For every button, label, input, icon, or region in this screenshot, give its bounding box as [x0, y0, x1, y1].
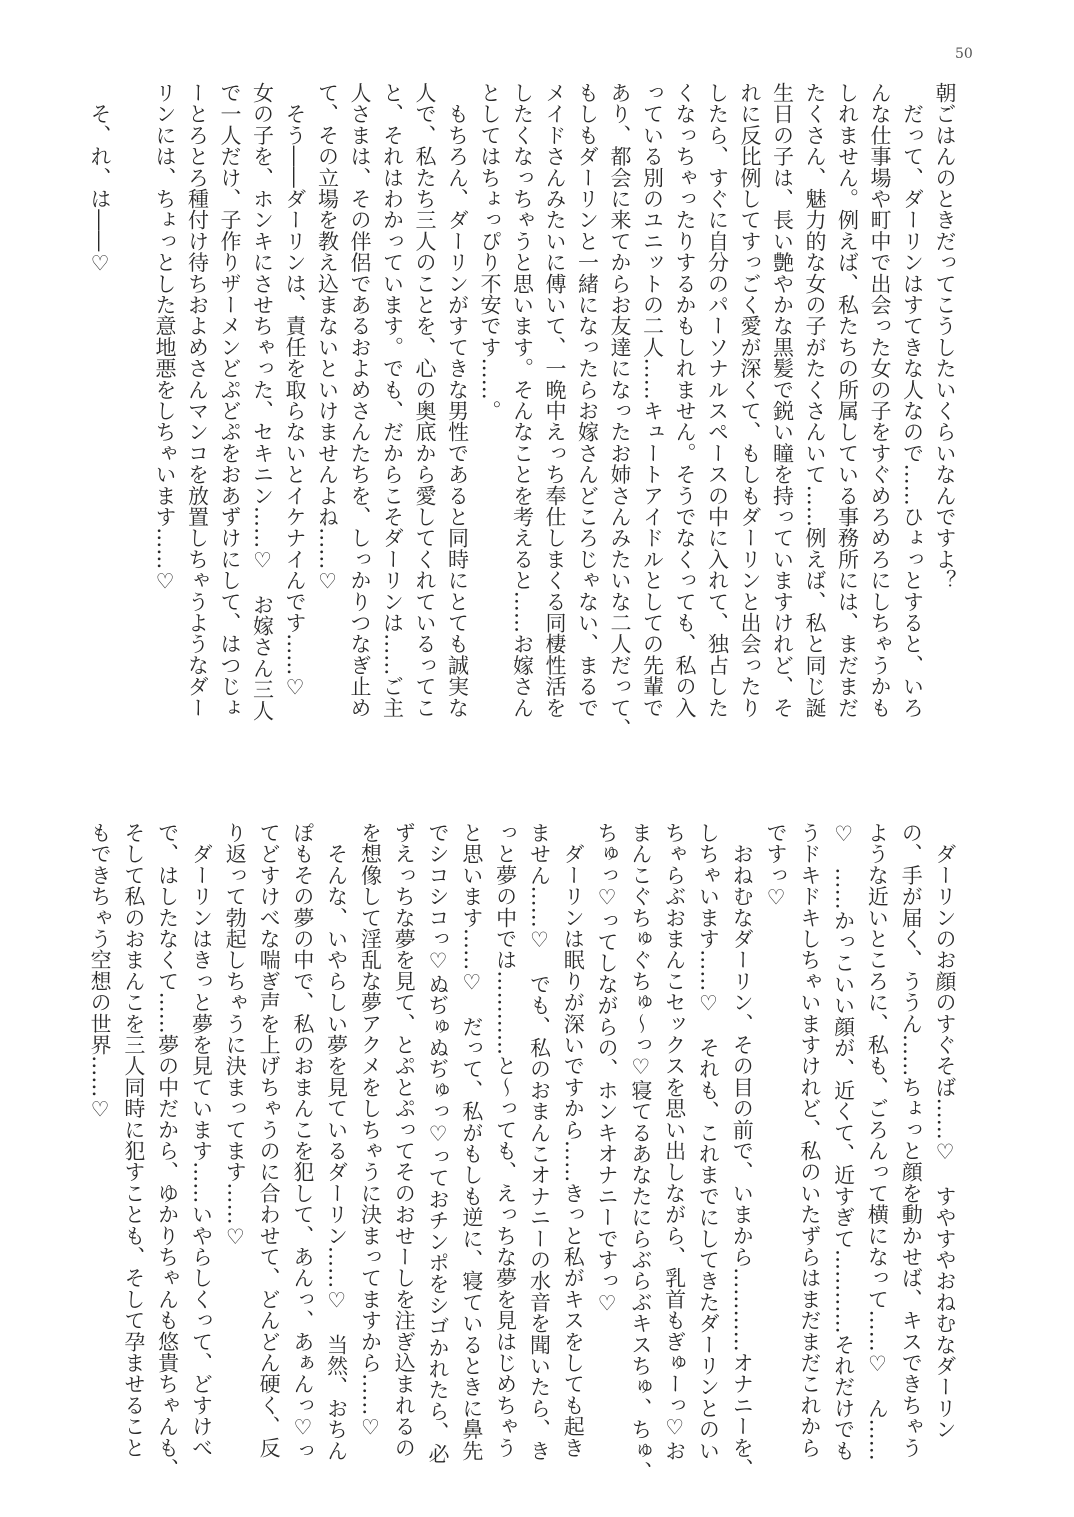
text-line: っている別のユニットの二人……キュートアイドルとしての先輩で — [640, 82, 665, 718]
text-line: んな仕事場や町中で出会った女の子をすぐめろめろにしちゃうかも — [868, 82, 892, 718]
text-line: だって、ダーリンはすてきな人なので……ひょっとすると、いろ — [900, 82, 925, 718]
text-line: としてはちょっぴり不安です……。 — [478, 82, 502, 422]
text-line: を想像して淫乱な夢アクメをしちゃうに決まってますから……♡ — [358, 822, 383, 1440]
text-line: しちゃいます……♡ それも、これまでにしてきたダーリンとのい — [696, 822, 721, 1461]
text-line: リンには、ちょっとした意地悪をしちゃいます……♡ — [153, 82, 177, 594]
text-line: でシコシコっ♡ぬぢゅぬぢゅっ♡っておチンポをシゴかれたら、必 — [426, 822, 451, 1464]
text-line: 人で、私たち三人のことを、心の奥底から愛してくれているってこ — [413, 82, 437, 718]
text-block-bottom — [82, 822, 961, 1482]
text-line: おねむなダーリン、その目の前で、いまから…………オナニーを、 — [730, 822, 755, 1480]
text-line: ダーリンはきっと夢を見ています……いやらしくって、どすけべ — [189, 822, 214, 1458]
text-line: うドキドキしちゃいますけれど、私のいたずらはまだまだこれから — [797, 822, 822, 1458]
text-line: で、はしたなくて……夢の中だから、ゆかりちゃんも悠貴ちゃんも、 — [155, 822, 180, 1480]
text-line: り返って勃起しちゃうに決まってます……♡ — [223, 822, 248, 1249]
text-line: もちろん、ダーリンがすてきな男性であると同時にとても誠実な — [445, 82, 470, 718]
text-line: そう――ダーリンは、責任を取らないとイケナイんです……♡ — [283, 82, 307, 700]
text-line: あり、都会に来てからお友達になったお姉さんみたいな二人だって、 — [608, 82, 632, 740]
text-line: ぽもその夢の中で、私のおまんこを犯して、あんっ、あぁんっ♡っ — [290, 822, 315, 1461]
text-line: もしもダーリンと一緒になったらお嫁さんどころじゃない、まるで — [575, 82, 600, 718]
text-line: ような近いところに、私も、ごろんって横になって……♡ ん…… — [865, 822, 890, 1461]
text-line: くなっちゃったりするかもしれません。そうでなくっても、私の入 — [673, 82, 697, 718]
text-line: と、それはわかっています。でも、だからこそダーリンは……ご主 — [380, 82, 405, 718]
text-line: しれません。例えば、私たちの所属している事務所には、まだまだ — [835, 82, 860, 718]
text-line: そ、れ、は――♡ — [88, 82, 112, 276]
text-line: ですっ♡ — [764, 822, 789, 910]
text-line: てどすけべな喘ぎ声を上げちゃうのに合わせて、どんどん硬く、反 — [257, 822, 282, 1458]
text-line: で一人だけ、子作りザーメンどぷどぷをおあずけにして、はつじょ — [218, 82, 242, 718]
text-line: たくさん、魅力的な女の子がたくさんいて……例えば、私と同じ誕 — [803, 82, 827, 718]
text-line: ずえっちな夢を見て、とぷとぷってそのおせーしを注ぎ込まれるの — [392, 822, 417, 1458]
text-line: メイドさんみたいに傅いて、一晩中えっち奉仕しまくる同棲性活を — [543, 82, 567, 718]
text-line: 女の子を、ホンキにさせちゃった、セキニン……♡ お嫁さん三人 — [250, 82, 275, 721]
text-line: したら、すぐに自分のパーソナルスペースの中に入れて、独占した — [705, 82, 730, 718]
text-line: と思います……♡ だって、私がもしも逆に、寝ているときに鼻先 — [459, 822, 484, 1461]
text-block-top — [84, 82, 962, 740]
text-line: そんな、いやらしい夢を見ているダーリン……♡ 当然、おちん — [324, 822, 349, 1461]
text-line: もできちゃう空想の世界……♡ — [88, 822, 113, 1122]
text-line: そして私のおまんこを三人同時に犯すことも、そして孕ませること — [121, 822, 146, 1458]
text-line: ちゅっ♡ってしながらの、ホンキオナニーですっ♡ — [595, 822, 620, 1316]
text-line: ダーリンのお顔のすぐそば……♡ すやすやおねむなダーリン — [933, 822, 957, 1440]
text-line: ーとろとろ種付け待ちおよめさんマンコを放置しちゃうようなダー — [185, 82, 210, 718]
text-line — [116, 82, 149, 722]
text-line: ダーリンは眠りが深いですから……きっと私がキスをしても起き — [561, 822, 586, 1458]
text-line: ちゃらぶおまんこセックスを思い出しながら、乳首もぎゅーっ♡お — [662, 822, 687, 1461]
text-line: れに反比例してすっごく愛が深くて、もしもダーリンと出会ったり — [738, 82, 762, 718]
text-line: の、手が届く、ううん……ちょっと顔を動かせば、キスできちゃう — [899, 822, 924, 1458]
text-line: て、その立場を教え込まないといけませんよね……♡ — [315, 82, 340, 594]
text-line: ♡ ……かっこいい顔が、近くて、近すぎて…………それだけでも — [831, 822, 856, 1461]
text-line: まんこぐちゅぐちゅ～っ♡寝てるあなたにらぶらぶキスちゅ、ちゅ、 — [628, 822, 653, 1483]
text-line: 生日の子は、長い艶やかな黒髪で鋭い瞳を持っていますけれど、そ — [770, 82, 795, 718]
text-line: ません……♡ でも、私のおまんこオナニーの水音を聞いたら、き — [527, 822, 552, 1461]
text-line: っと夢の中では…………と～っても、えっちな夢を見はじめちゃう — [493, 822, 518, 1458]
page-number: 50 — [955, 46, 973, 62]
text-line: 人さまは、その伴侶であるおよめさんたちを、しっかりつなぎ止め — [348, 82, 372, 718]
text-line: 朝ごはんのときだってこうしたいくらいなんですよ？ — [933, 82, 957, 591]
text-line: したくなっちゃうと思います。そんなことを考えると……お嫁さん — [510, 82, 535, 718]
